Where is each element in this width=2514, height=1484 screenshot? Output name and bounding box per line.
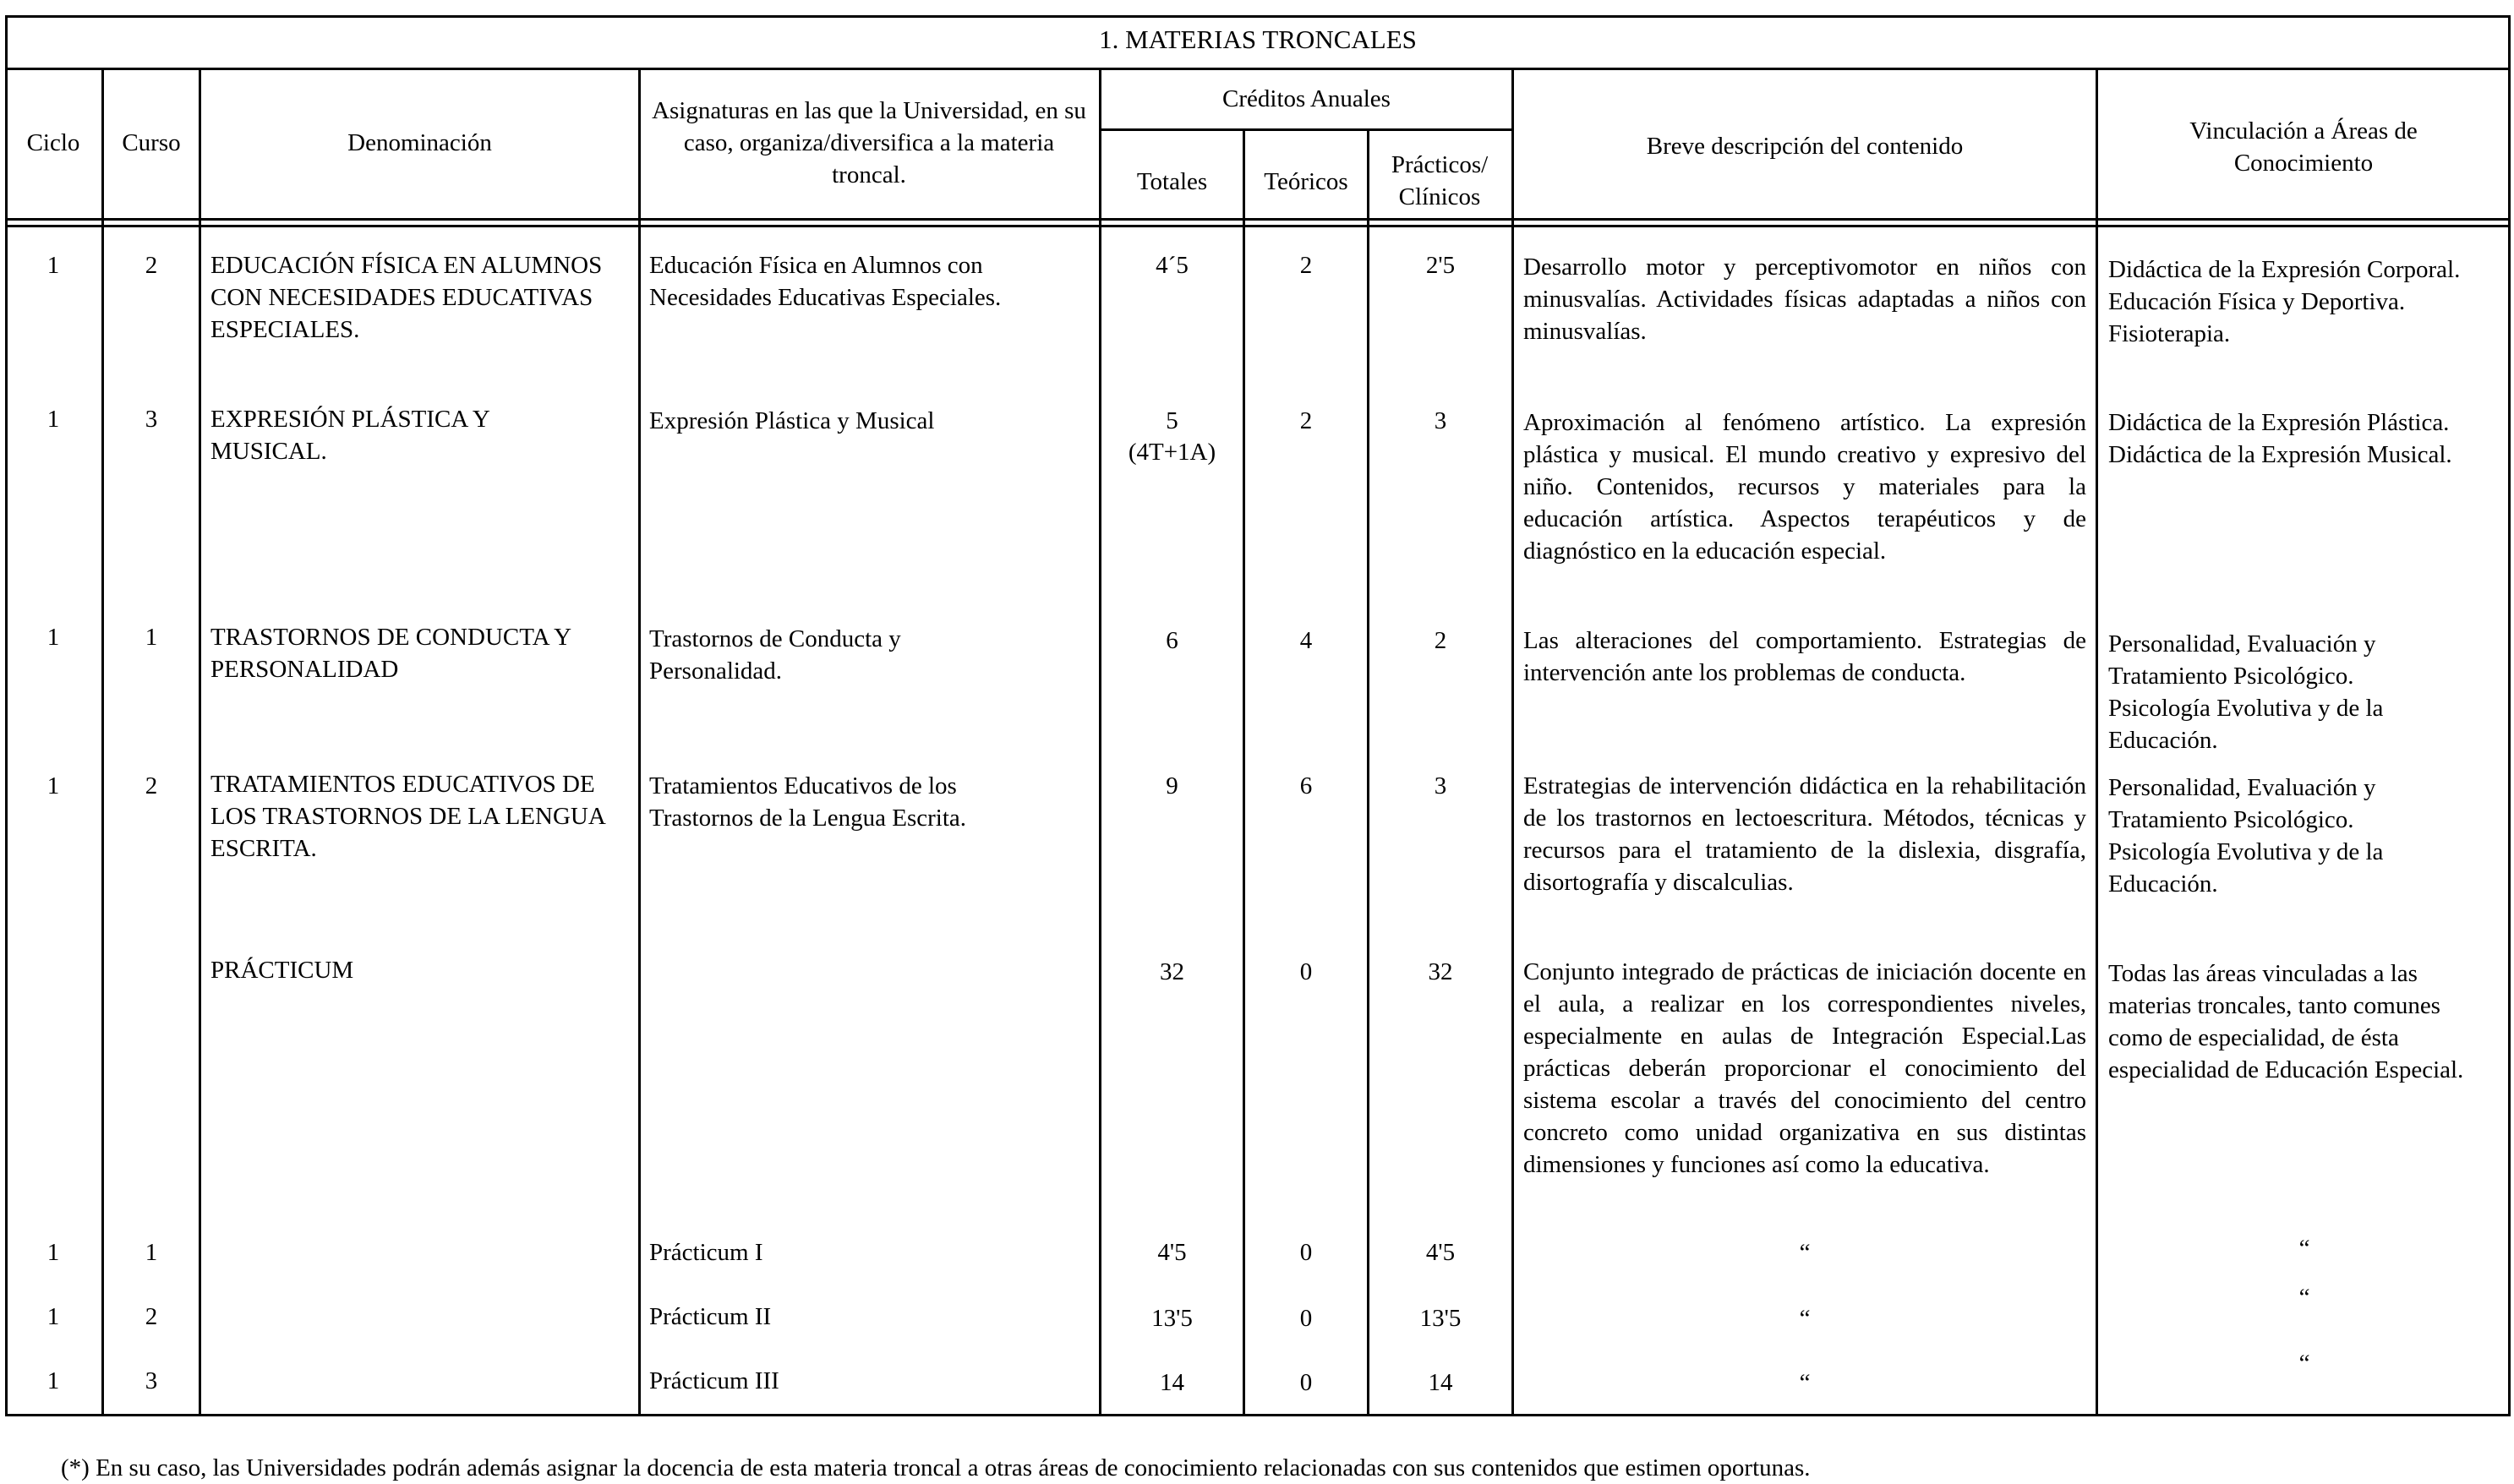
cell-vinculacion: Didáctica de la Expresión Plástica. Didáctica de la Expresión Musical. bbox=[2108, 409, 2452, 468]
cell-asignaturas: Expresión Plástica y Musical bbox=[649, 407, 935, 434]
cell-practicos: 2'5 bbox=[1425, 252, 1456, 279]
header-creditos: Créditos Anuales bbox=[1222, 85, 1391, 112]
cell-ciclo: 1 bbox=[46, 624, 60, 651]
cell-practicos: 3 bbox=[1434, 772, 1447, 799]
cell-descripcion: Conjunto integrado de prácticas de iniciación docente en el aula, a realizar en los correspondientes niveles, especialmente en aulas de Integración Especial.Las prácticas deberán proporcionar el conocimiento del sistema escolar a través del conocimiento del centro concreto como unidad organizativa en sus distintas dimensiones y funciones así como la educativa. bbox=[1523, 958, 2086, 1178]
col-divider-practicos bbox=[1511, 68, 1514, 1416]
header-totales: Totales bbox=[1136, 168, 1208, 195]
cell-vinculacion: Didáctica de la Expresión Corporal. Educación Física y Deportiva. Fisioterapia. bbox=[2108, 256, 2461, 347]
header-curso: Curso bbox=[122, 129, 181, 156]
cell-teoricos: 4 bbox=[1299, 627, 1313, 654]
cell-totales-note: (4T+1A) bbox=[1128, 439, 1216, 466]
cell-asignaturas: Trastornos de Conducta y Personalidad. bbox=[649, 625, 901, 685]
cell-descripcion: Aproximación al fenómeno artístico. La expresión plástica y musical. El mundo creativo y expresivo del niño. Contenidos, recursos y materiales para la educación artística. Aspectos terapéuticos y de diagnóstico en la educación especial. bbox=[1523, 409, 2086, 565]
header-divider bbox=[5, 218, 2511, 221]
cell-teoricos: 0 bbox=[1299, 1239, 1313, 1266]
cell-totales: 14 bbox=[1160, 1369, 1184, 1396]
cell-teoricos: 0 bbox=[1299, 1369, 1313, 1396]
cell-asignaturas: Prácticum III bbox=[649, 1367, 779, 1394]
cell-practicos: 32 bbox=[1428, 958, 1453, 985]
cell-practicos: 3 bbox=[1434, 407, 1447, 434]
cell-ciclo: 1 bbox=[46, 1303, 60, 1330]
cell-teoricos: 0 bbox=[1299, 958, 1313, 985]
cell-denominacion: EXPRESIÓN PLÁSTICA Y MUSICAL. bbox=[210, 406, 489, 465]
cell-descripcion: Desarrollo motor y perceptivomotor en niños con minusvalías. Actividades físicas adaptadas a niños con minusvalías. bbox=[1523, 254, 2086, 345]
col-divider-denominacion bbox=[638, 68, 641, 1416]
footnote: (*) En su caso, las Universidades podrán además asignar la docencia de esta materia troncal a otras áreas de conocimiento relacionadas con sus contenidos que estimen oportunas. bbox=[61, 1454, 1811, 1481]
cell-denominacion: PRÁCTICUM bbox=[210, 957, 354, 984]
cell-ciclo: 1 bbox=[46, 1367, 60, 1394]
cell-practicos: 4'5 bbox=[1425, 1239, 1456, 1266]
cell-descripcion: “ bbox=[1799, 1239, 1811, 1266]
cell-teoricos: 2 bbox=[1299, 252, 1313, 279]
title-divider bbox=[5, 68, 2511, 70]
cell-totales: 4'5 bbox=[1157, 1239, 1187, 1266]
cell-vinculacion: “ bbox=[2298, 1284, 2310, 1311]
header-ciclo: Ciclo bbox=[26, 129, 80, 156]
cell-practicos: 2 bbox=[1434, 627, 1447, 654]
cell-curso: 2 bbox=[145, 772, 158, 799]
creditos-divider bbox=[1099, 128, 1513, 131]
cell-teoricos: 6 bbox=[1299, 772, 1313, 799]
cell-totales: 9 bbox=[1166, 772, 1178, 799]
cell-descripcion: “ bbox=[1799, 1305, 1811, 1332]
cell-vinculacion: Todas las áreas vinculadas a las materias troncales, tanto comunes como de especialidad, de ésta especialidad de Educación Especial. bbox=[2108, 960, 2464, 1083]
col-divider-curso bbox=[199, 68, 201, 1416]
header-divider-second bbox=[5, 225, 2511, 227]
cell-asignaturas: Prácticum II bbox=[649, 1303, 772, 1330]
cell-curso: 3 bbox=[145, 406, 158, 433]
cell-ciclo: 1 bbox=[46, 1239, 60, 1266]
cell-totales: 13'5 bbox=[1151, 1305, 1193, 1332]
cell-ciclo: 1 bbox=[46, 772, 60, 799]
cell-denominacion: TRATAMIENTOS EDUCATIVOS DE LOS TRASTORNOS DE LA LENGUA ESCRITA. bbox=[210, 771, 605, 862]
header-descripcion: Breve descripción del contenido bbox=[1646, 133, 1964, 160]
cell-vinculacion: Personalidad, Evaluación y Tratamiento Psicológico. Psicología Evolutiva y de la Educación. bbox=[2108, 774, 2384, 897]
table-title: 1. MATERIAS TRONCALES bbox=[1099, 25, 1417, 54]
cell-teoricos: 2 bbox=[1299, 407, 1313, 434]
cell-denominacion: EDUCACIÓN FÍSICA EN ALUMNOS CON NECESIDADES EDUCATIVAS ESPECIALES. bbox=[210, 252, 603, 343]
cell-totales: 6 bbox=[1166, 627, 1178, 654]
header-asignaturas: Asignaturas en las que la Universidad, en su caso, organiza/diversifica a la materia troncal. bbox=[652, 97, 1086, 188]
cell-ciclo: 1 bbox=[46, 406, 60, 433]
cell-practicos: 13'5 bbox=[1419, 1305, 1462, 1332]
cell-vinculacion: “ bbox=[2298, 1235, 2310, 1262]
cell-vinculacion: Personalidad, Evaluación y Tratamiento Psicológico. Psicología Evolutiva y de la Educación. bbox=[2108, 630, 2384, 754]
cell-totales: 32 bbox=[1160, 958, 1184, 985]
cell-curso: 2 bbox=[145, 252, 158, 279]
cell-asignaturas: Educación Física en Alumnos con Necesidades Educativas Especiales. bbox=[649, 252, 1002, 311]
cell-vinculacion: “ bbox=[2298, 1350, 2310, 1377]
header-practicos: Prácticos/ Clínicos bbox=[1391, 151, 1489, 210]
cell-teoricos: 0 bbox=[1299, 1305, 1313, 1332]
cell-ciclo: 1 bbox=[46, 252, 60, 279]
cell-curso: 1 bbox=[145, 1239, 158, 1266]
col-divider-descripcion bbox=[2096, 68, 2098, 1416]
cell-totales: 4´5 bbox=[1156, 252, 1189, 279]
cell-practicos: 14 bbox=[1428, 1369, 1453, 1396]
cell-totales: 5 bbox=[1166, 407, 1178, 434]
cell-descripcion: Estrategias de intervención didáctica en la rehabilitación de los trastornos en lectoescritura. Métodos, técnicas y recursos para el tratamiento de la dislexia, disgrafía, disortografía y discalculias. bbox=[1523, 772, 2086, 896]
cell-descripcion: “ bbox=[1799, 1369, 1811, 1396]
cell-asignaturas: Prácticum I bbox=[649, 1239, 763, 1266]
header-teoricos: Teóricos bbox=[1264, 168, 1348, 195]
cell-curso: 1 bbox=[145, 624, 158, 651]
header-vinculacion: Vinculación a Áreas de Conocimiento bbox=[2189, 117, 2418, 177]
cell-curso: 2 bbox=[145, 1303, 158, 1330]
cell-curso: 3 bbox=[145, 1367, 158, 1394]
header-denominacion: Denominación bbox=[347, 129, 492, 156]
cell-descripcion: Las alteraciones del comportamiento. Estrategias de intervención ante los problemas de conducta. bbox=[1523, 627, 2086, 686]
cell-asignaturas: Tratamientos Educativos de los Trastornos de la Lengua Escrita. bbox=[649, 772, 967, 832]
cell-denominacion: TRASTORNOS DE CONDUCTA Y PERSONALIDAD bbox=[210, 624, 571, 683]
